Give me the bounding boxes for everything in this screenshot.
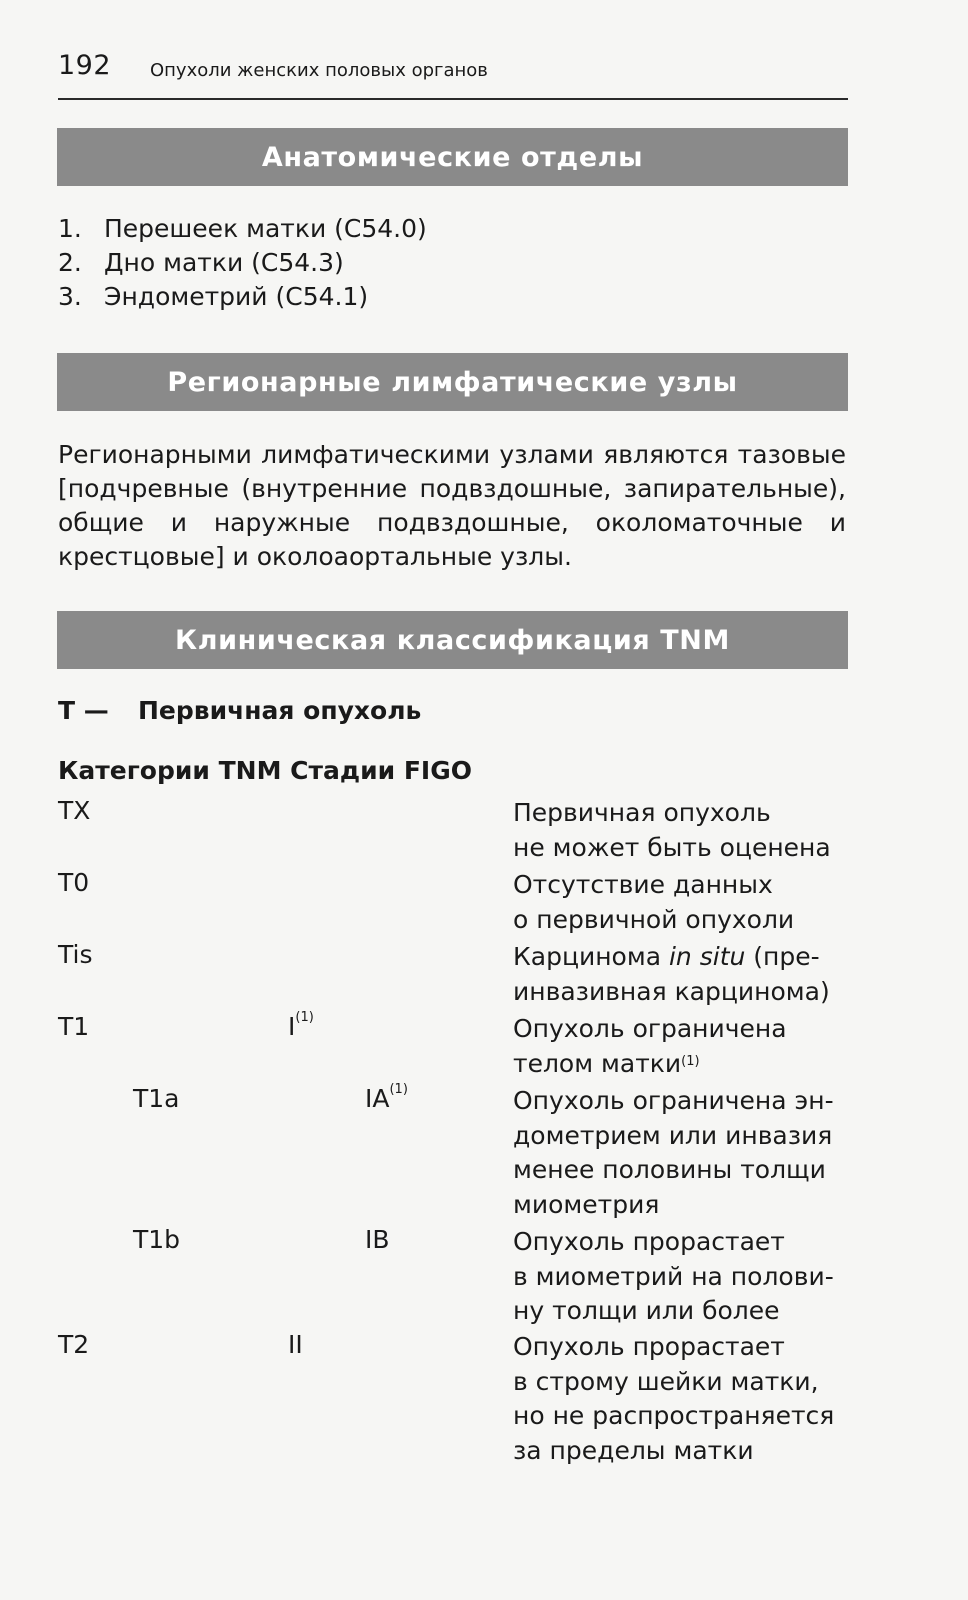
desc-part: (пре- инвазивная карцинома)	[513, 942, 830, 1006]
list-item-number: 2.	[58, 248, 82, 277]
desc-part: Опухоль ограничена телом матки	[513, 1014, 787, 1078]
row-description	[513, 940, 853, 1009]
running-title: Опухоли женских половых органов	[150, 60, 488, 81]
tnm-category: T1b	[133, 1225, 181, 1254]
list-item	[58, 280, 427, 314]
tnm-category: TX	[58, 796, 91, 825]
row-description	[513, 1012, 853, 1081]
t-heading-letter: T —	[58, 696, 109, 725]
footnote-marker: (1)	[389, 1082, 408, 1097]
footnote-marker: (1)	[295, 1010, 314, 1025]
list-item-number: 1.	[58, 214, 82, 243]
tnm-category: T0	[58, 868, 90, 897]
footnote-marker: (1)	[681, 1053, 700, 1069]
list-item	[58, 246, 427, 280]
list-item	[58, 212, 427, 246]
row-description: Первичная опухоль не может быть оценена	[513, 798, 831, 862]
t-heading-title: Первичная опухоль	[138, 696, 422, 725]
desc-part: Карцинома	[513, 942, 669, 971]
list-item-number: 3.	[58, 282, 82, 311]
column-heads: Категории TNM Стадии FIGO	[58, 756, 472, 785]
list-item-text: Дно матки (C54.3)	[104, 248, 344, 277]
tnm-category: T2	[58, 1330, 90, 1359]
page-number: 192	[58, 50, 112, 81]
tnm-category: T1a	[133, 1084, 180, 1113]
list-item-text: Эндометрий (C54.1)	[104, 282, 369, 311]
figo-stage-label: I	[288, 1012, 296, 1041]
tnm-category: T1	[58, 1012, 90, 1041]
figo-stage: II	[288, 1330, 303, 1359]
figo-stage-label: IA	[365, 1084, 390, 1113]
row-description: Опухоль ограничена эн- дометрием или инвазия менее половины толщи миометрия	[513, 1086, 834, 1219]
lymph-paragraph: Регионарными лимфатическими узлами являются тазовые [подчревные (внутренние подвздошные, запирательные), общие и наружные подвздошные, околоматочные и крестцовые] и околоаортальные узлы.	[58, 440, 846, 571]
anatomic-list	[58, 212, 427, 314]
desc-italic: in situ	[668, 942, 746, 971]
t-heading	[58, 696, 421, 725]
figo-stage	[288, 1012, 314, 1041]
list-item-text: Перешеек матки (C54.0)	[104, 214, 427, 243]
section-heading-lymph: Регионарные лимфатические узлы	[57, 353, 848, 411]
figo-stage	[365, 1084, 408, 1113]
header-rule	[58, 98, 848, 100]
tnm-category: Tis	[58, 940, 93, 969]
row-description: Опухоль прорастает в строму шейки матки, но не распространяется за пределы матки	[513, 1332, 835, 1465]
figo-stage: IB	[365, 1225, 390, 1254]
section-heading-tnm: Клиническая классификация TNM	[57, 611, 848, 669]
row-description: Отсутствие данных о первичной опухоли	[513, 870, 795, 934]
section-heading-anatomic: Анатомические отделы	[57, 128, 848, 186]
row-description: Опухоль прорастает в миометрий на полови- ну толщи или более	[513, 1227, 834, 1325]
